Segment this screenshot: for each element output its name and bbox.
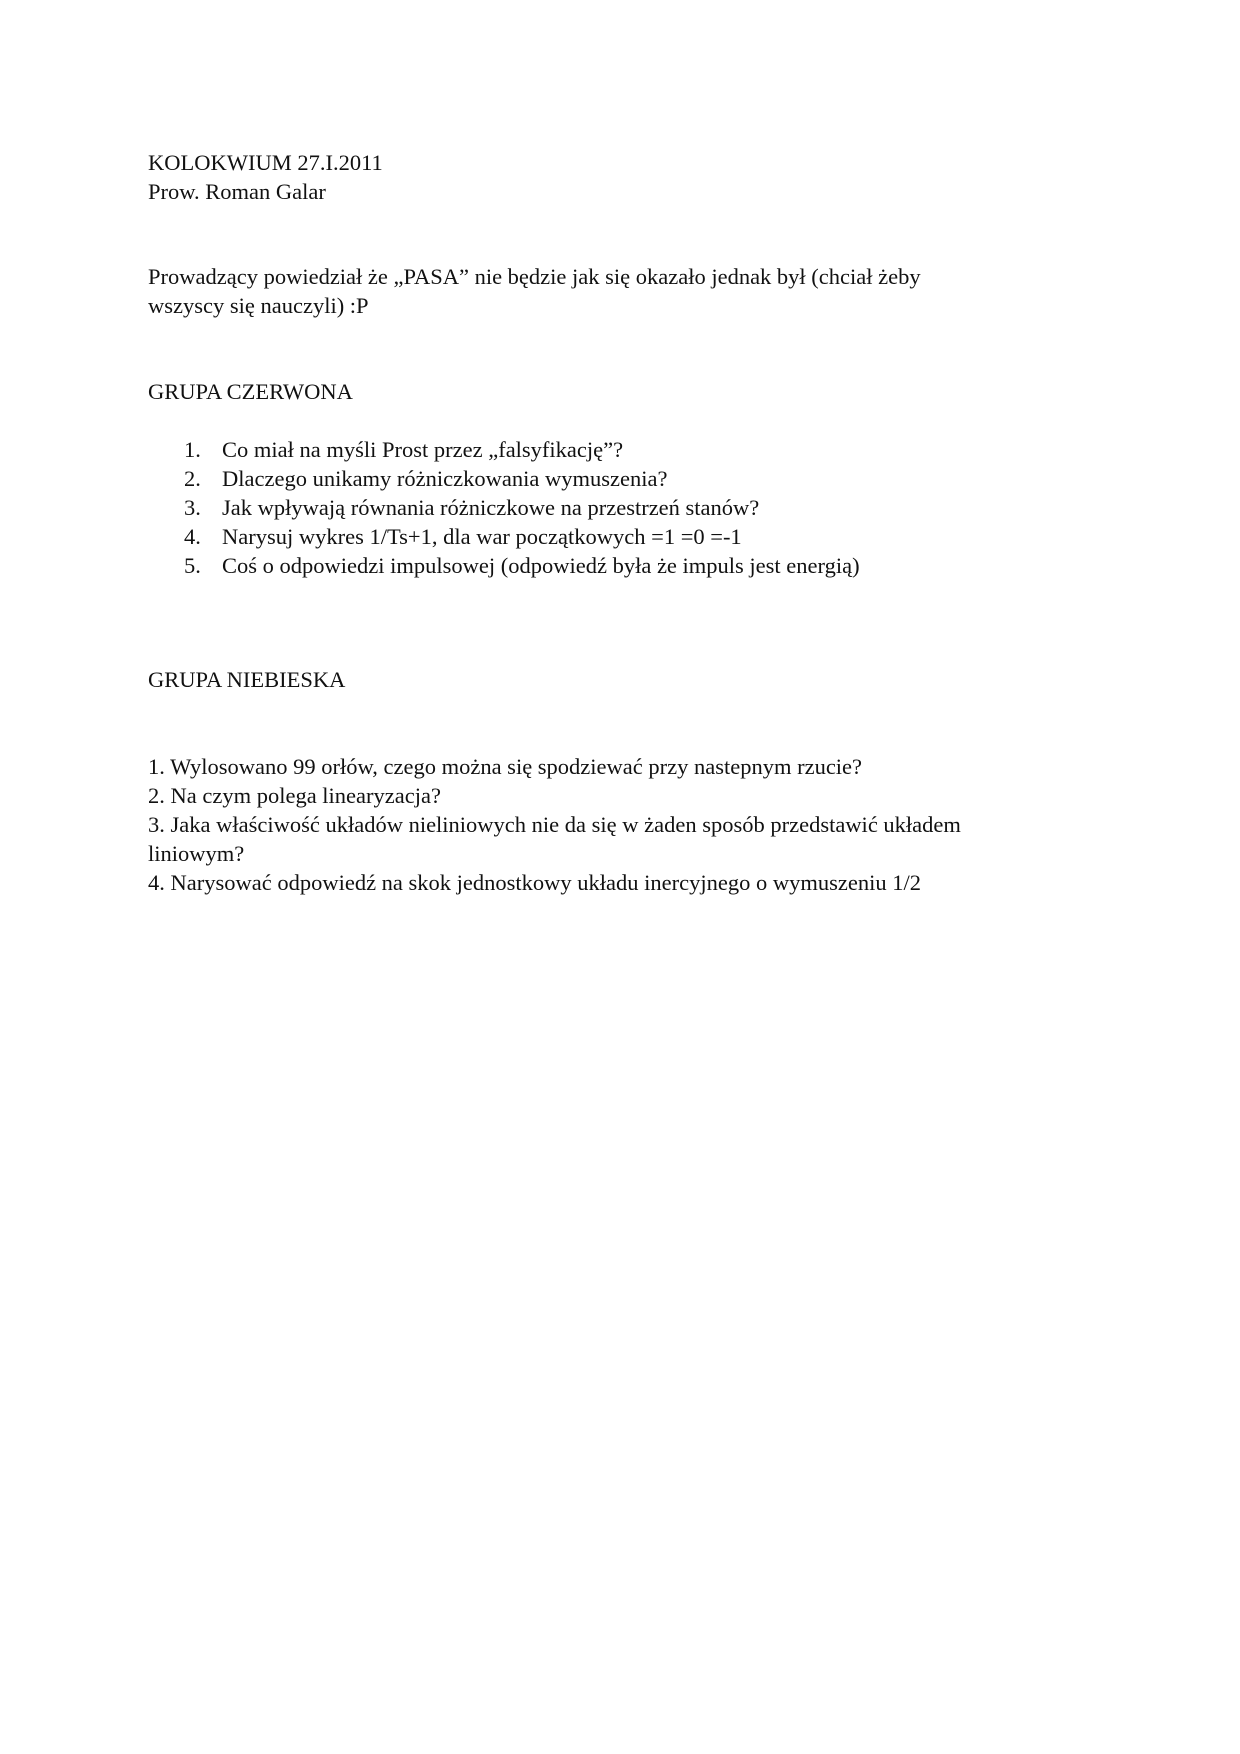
list-item xyxy=(184,435,623,464)
list-item xyxy=(184,464,667,493)
list-item: 2. Na czym polega linearyzacja? xyxy=(148,783,441,808)
list-item xyxy=(184,522,742,551)
list-text: Co miał na myśli Prost przez „falsyfikację”? xyxy=(222,437,624,462)
group-red-heading: GRUPA CZERWONA xyxy=(148,379,353,404)
list-text: Coś o odpowiedzi impulsowej (odpowiedź była że impuls jest energią) xyxy=(222,553,860,578)
list-item: 1. Wylosowano 99 orłów, czego można się spodziewać przy nastepnym rzucie? xyxy=(148,754,863,779)
intro-line-2: wszyscy się nauczyli) :P xyxy=(148,293,369,318)
list-item: 4. Narysować odpowiedź na skok jednostkowy układu inercyjnego o wymuszeniu 1/2 xyxy=(148,870,921,895)
intro-line-1: Prowadzący powiedział że „PASA” nie będzie jak się okazało jednak był (chciał żeby xyxy=(148,264,921,289)
list-number: 4. xyxy=(184,524,201,549)
list-number: 1. xyxy=(184,437,201,462)
list-number: 5. xyxy=(184,553,201,578)
list-text: Narysuj wykres 1/Ts+1, dla war początkowych =1 =0 =-1 xyxy=(222,524,742,549)
list-item-continuation: liniowym? xyxy=(148,841,245,866)
lecturer-name: Prow. Roman Galar xyxy=(148,179,326,204)
list-text: Jak wpływają równania różniczkowe na przestrzeń stanów? xyxy=(222,495,760,520)
list-item: 3. Jaka właściwość układów nieliniowych nie da się w żaden sposób przedstawić układem xyxy=(148,812,961,837)
group-blue-heading: GRUPA NIEBIESKA xyxy=(148,667,346,692)
list-number: 2. xyxy=(184,466,201,491)
list-item xyxy=(184,551,860,580)
list-item xyxy=(184,493,759,522)
list-number: 3. xyxy=(184,495,201,520)
list-text: Dlaczego unikamy różniczkowania wymuszenia? xyxy=(222,466,668,491)
document-title: KOLOKWIUM 27.I.2011 xyxy=(148,150,383,175)
